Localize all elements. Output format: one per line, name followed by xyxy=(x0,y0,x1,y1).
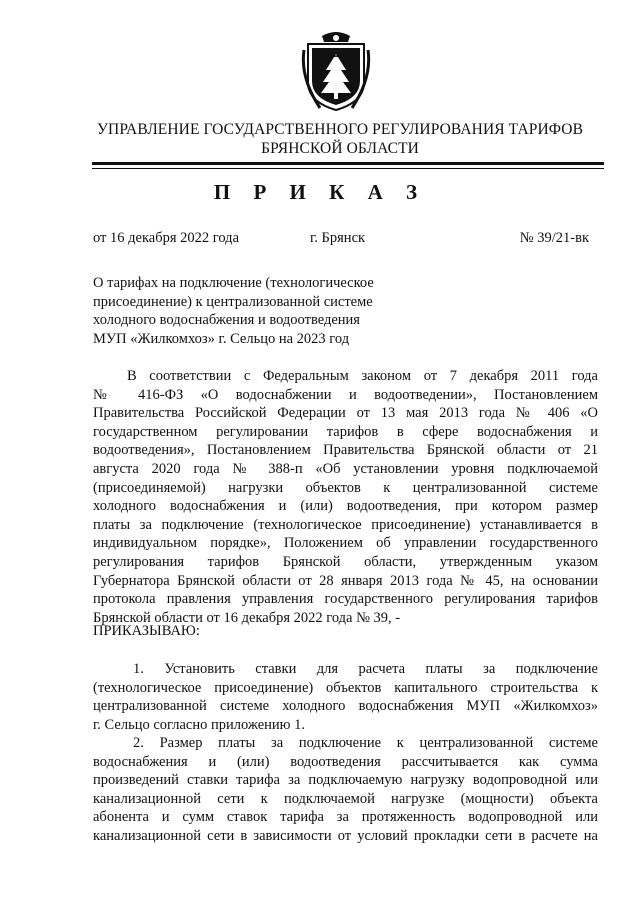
order-word: ПРИКАЗЫВАЮ: xyxy=(93,623,200,639)
org-line-2: БРЯНСКОЙ ОБЛАСТИ xyxy=(261,140,419,157)
subject-line: присоединение) к централизованной системе xyxy=(93,293,373,310)
preamble-line: холодного водоснабжения и (или) водоотведения, при котором размер xyxy=(93,498,598,515)
org-line-1: УПРАВЛЕНИЕ ГОСУДАРСТВЕННОГО РЕГУЛИРОВАНИЯ ТАРИФОВ xyxy=(96,121,584,138)
preamble-line: Губернатора Брянской области от 28 января 2013 года № 45, на основании xyxy=(93,572,598,589)
preamble-line: платы за подключение (технологическое присоединение) устанавливается в xyxy=(93,516,598,533)
preamble-line: государственном регулировании тарифов в сфере водоснабжения и xyxy=(93,423,598,440)
item-2-line: канализационной сети в зависимости от условий прокладки сети в расчете на xyxy=(93,827,598,844)
item-1-line: (технологическое присоединение) объектов капитального строительства к xyxy=(93,679,598,696)
preamble-line: Брянской области от 16 декабря 2022 года № 39, - xyxy=(93,609,401,626)
preamble-line: Правительства Российской Федерации от 13 мая 2013 года № 406 «О xyxy=(93,405,598,422)
item-2-paragraph xyxy=(93,734,598,846)
item-2-line: произведений ставки тарифа за подключаемую нагрузку водопроводной или xyxy=(93,772,598,789)
preamble-line: протокола правления управления государственного регулирования тарифов xyxy=(93,591,598,608)
subject-line: МУП «Жилкомхоз» г. Сельцо на 2023 год xyxy=(93,330,350,347)
order-number: № 39/21-вк xyxy=(519,230,589,246)
order-city: г. Брянск xyxy=(310,230,366,246)
item-1-paragraph xyxy=(93,660,598,734)
preamble-line: (присоединяемой) нагрузки объектов к централизованной системе xyxy=(93,479,598,496)
item-2-line: абонента и сумм ставок тарифа за протяженность водопроводной или xyxy=(93,809,598,826)
item-2-line: канализационной сети к подключаемой нагрузке (мощности) объекта xyxy=(93,790,598,807)
document-title: П Р И К А З xyxy=(213,180,427,204)
coat-of-arms-icon xyxy=(300,30,372,112)
preamble-line: августа 2020 года № 388-п «Об установлении уровня подключаемой xyxy=(93,460,598,477)
item-1-line: 1. Установить ставки для расчета платы за подключение xyxy=(133,661,598,677)
item-2-line: 2. Размер платы за подключение к централизованной системе xyxy=(133,735,598,751)
preamble-line: индивидуальном порядке», Положением об управлении государственного xyxy=(93,535,598,552)
organization-name xyxy=(60,120,620,158)
item-1-line: г. Сельцо согласно приложению 1. xyxy=(93,716,305,733)
header-rule-thin xyxy=(92,168,604,169)
item-2-line: водоснабжения и (или) водоотведения рассчитывается как сумма xyxy=(93,753,598,770)
subject-line: О тарифах на подключение (технологическое xyxy=(93,275,374,291)
subject-line: холодного водоснабжения и водоотведения xyxy=(93,312,360,328)
preamble-paragraph xyxy=(93,367,598,627)
order-date: от 16 декабря 2022 года xyxy=(93,230,239,246)
item-1-line: централизованной системе холодного водоснабжения МУП «Жилкомхоз» xyxy=(93,698,598,715)
header-rule-thick xyxy=(92,162,604,165)
preamble-line: № 416-ФЗ «О водоснабжении и водоотведении», Постановлением xyxy=(93,386,598,403)
preamble-line: регулирования тарифов Брянской области, утвержденным указом xyxy=(93,553,598,570)
preamble-line: В соответствии с Федеральным законом от 7 декабря 2011 года xyxy=(127,368,598,384)
order-subject xyxy=(93,274,413,348)
preamble-line: водоотведения», Постановлением Правительства Брянской области от 21 xyxy=(93,442,598,459)
